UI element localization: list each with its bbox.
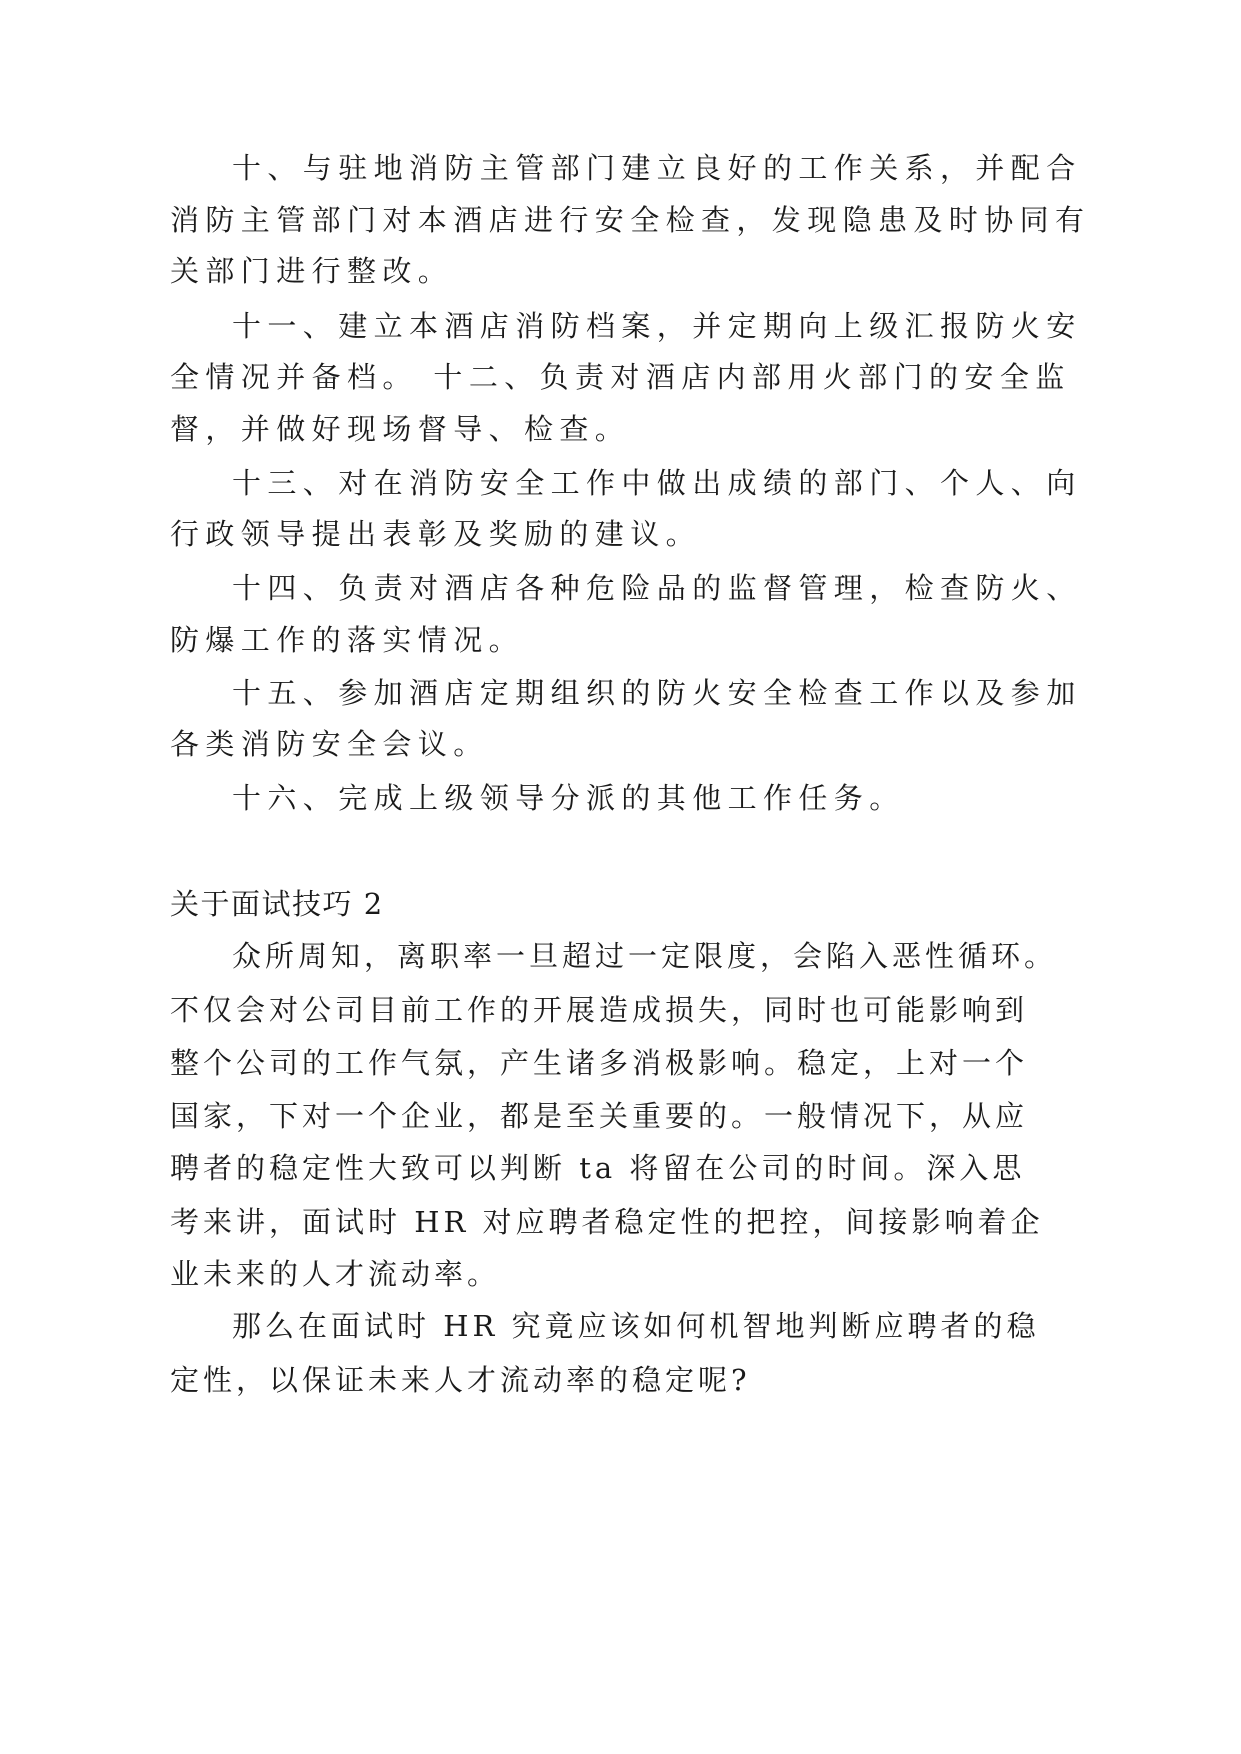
paragraph-16-line-1: 十六、完成上级领导分派的其他工作任务。 xyxy=(232,781,905,815)
body-paragraph-1-line-2: 不仅会对公司目前工作的开展造成损失，同时也可能影响到 xyxy=(170,993,1029,1027)
paragraph-14-line-2: 防爆工作的落实情况。 xyxy=(170,623,525,657)
body-paragraph-1-line-6: 考来讲，面试时 HR 对应聘者稳定性的把控，间接影响着企 xyxy=(170,1205,1044,1239)
paragraph-13-line-2: 行政领导提出表彰及奖励的建议。 xyxy=(170,517,702,551)
paragraph-13-line-1: 十三、对在消防安全工作中做出成绩的部门、个人、向 xyxy=(232,466,1082,500)
paragraph-15-line-1: 十五、参加酒店定期组织的防火安全检查工作以及参加 xyxy=(232,676,1082,710)
body-paragraph-1-line-5: 聘者的稳定性大致可以判断 ta 将留在公司的时间。深入思 xyxy=(170,1151,1026,1185)
body-paragraph-1-line-4: 国家，下对一个企业，都是至关重要的。一般情况下，从应 xyxy=(170,1099,1029,1133)
paragraph-11-line-1: 十一、建立本酒店消防档案，并定期向上级汇报防火安 xyxy=(232,309,1082,343)
body-paragraph-2-line-2: 定性，以保证未来人才流动率的稳定呢? xyxy=(170,1363,751,1397)
paragraph-11-line-2: 全情况并备档。 十二、负责对酒店内部用火部门的安全监 xyxy=(170,360,1071,394)
body-paragraph-2-line-1: 那么在面试时 HR 究竟应该如何机智地判断应聘者的稳 xyxy=(232,1309,1040,1343)
paragraph-14-line-1: 十四、负责对酒店各种危险品的监督管理，检查防火、 xyxy=(232,571,1082,605)
body-paragraph-1-line-1: 众所周知，离职率一旦超过一定限度，会陷入恶性循环。 xyxy=(232,939,1058,973)
paragraph-12-line-1: 督，并做好现场督导、检查。 xyxy=(170,412,631,446)
paragraph-10-line-3: 关部门进行整改。 xyxy=(170,254,454,288)
paragraph-10-line-2: 消防主管部门对本酒店进行安全检查，发现隐患及时协同有 xyxy=(170,203,1091,237)
section-heading: 关于面试技巧 2 xyxy=(170,887,384,921)
body-paragraph-1-line-7: 业未来的人才流动率。 xyxy=(170,1257,501,1291)
body-paragraph-1-line-3: 整个公司的工作气氛，产生诸多消极影响。稳定，上对一个 xyxy=(170,1046,1029,1080)
paragraph-15-line-2: 各类消防安全会议。 xyxy=(170,727,489,761)
paragraph-10-line-1: 十、与驻地消防主管部门建立良好的工作关系，并配合 xyxy=(232,151,1082,185)
